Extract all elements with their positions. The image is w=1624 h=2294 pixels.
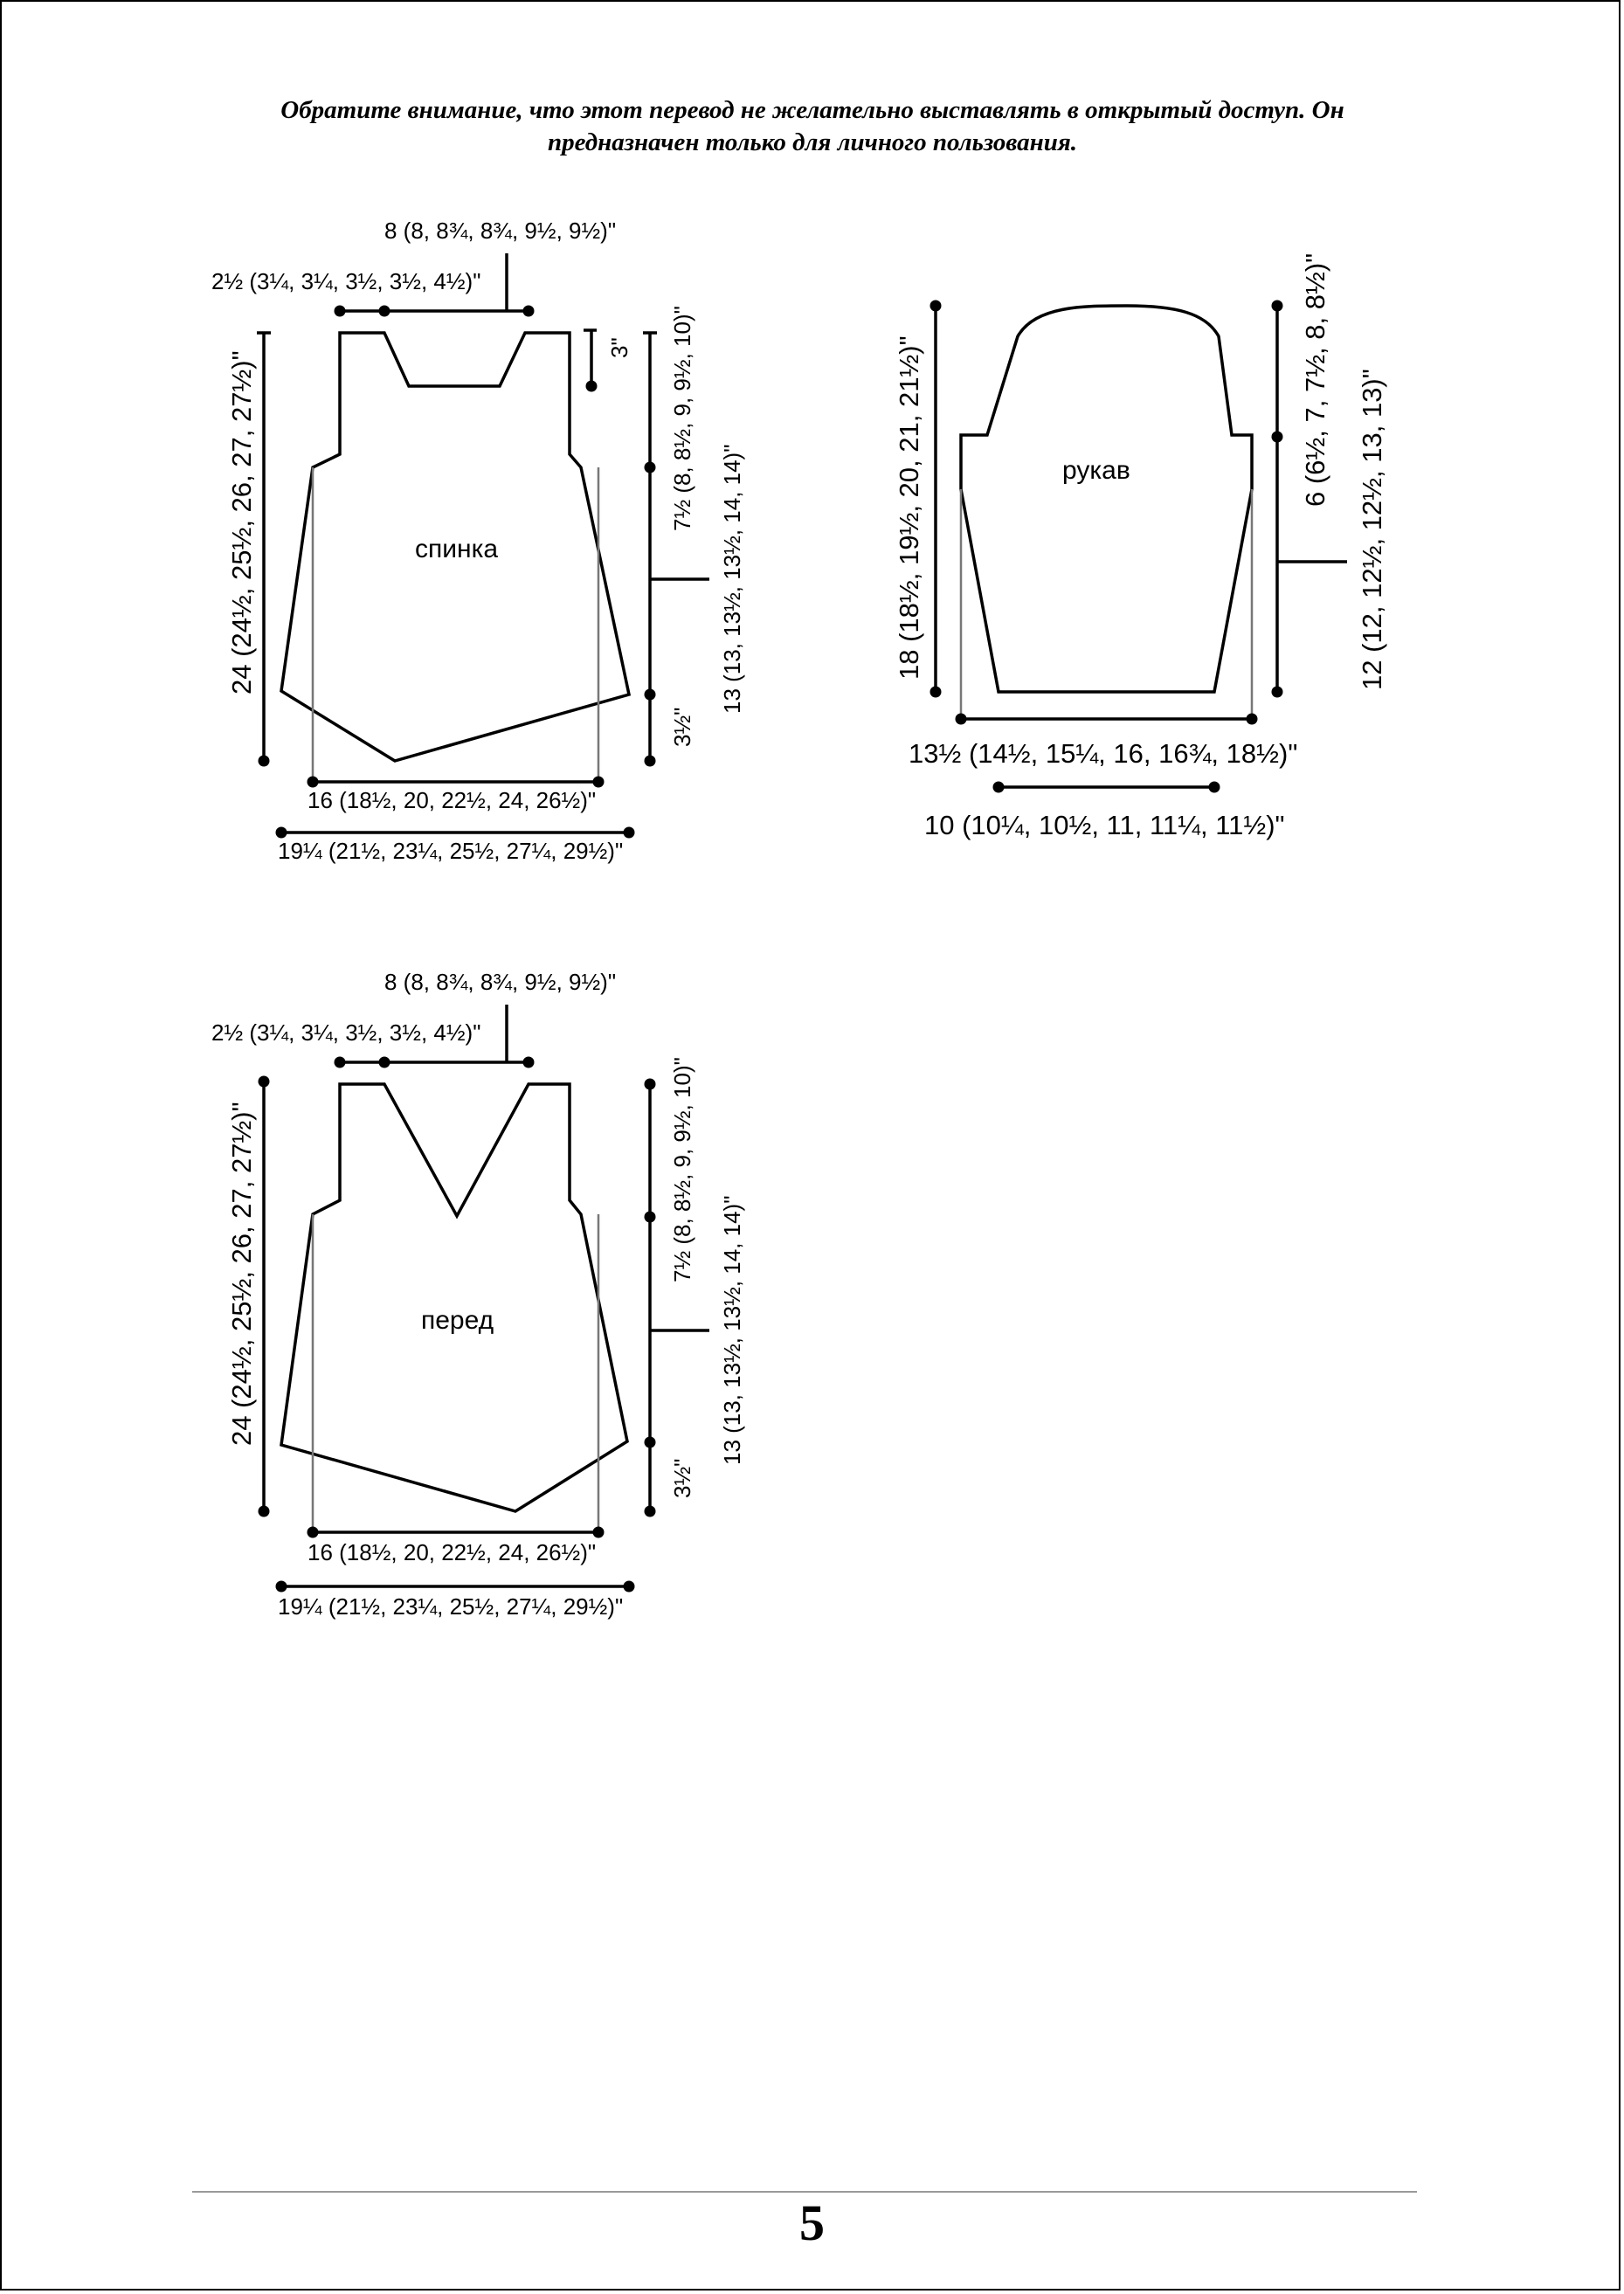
back-dim-dot: [645, 689, 656, 701]
front-dim-dot: [379, 1057, 390, 1068]
sleeve-total-length-label: 18 (18½, 19½, 20, 21, 21½)": [894, 335, 924, 680]
front-neck-width-label: 8 (8, 8¾, 8¾, 9½, 9½)": [384, 969, 617, 995]
front-dim-dot: [645, 1212, 656, 1223]
page-number: 5: [799, 2194, 825, 2251]
sleeve-piece-name: рукав: [1062, 456, 1130, 485]
back-dim-dot: [645, 462, 656, 473]
back-side-length-label: 13 (13, 13½, 13½, 14, 14)": [719, 444, 745, 714]
sleeve-dim-dot: [930, 687, 942, 698]
back-dim-dot: [335, 306, 346, 317]
front-hem-drop-label: 3½": [669, 1458, 695, 1498]
sleeve-dim-dot: [1247, 714, 1258, 725]
front-piece-diagram: [211, 969, 745, 1620]
back-neck-width-label: 8 (8, 8¾, 8¾, 9½, 9½)": [384, 218, 617, 244]
back-width-bottom-label: 19¼ (21½, 23¼, 25½, 27¼, 29½)": [278, 838, 624, 864]
notice-line-2: предназначен только для личного пользования.: [547, 128, 1078, 156]
sleeve-dim-dot: [930, 301, 942, 312]
front-dim-dot: [645, 1437, 656, 1448]
sleeve-dim-dot: [1272, 301, 1283, 312]
back-shoulder-width-label: 2½ (3¼, 3¼, 3½, 3½, 4½)": [211, 268, 481, 294]
front-dim-dot: [335, 1057, 346, 1068]
back-dim-dot: [259, 756, 270, 767]
back-dim-dot: [308, 777, 319, 788]
front-dim-dot: [645, 1506, 656, 1517]
front-piece-name: перед: [421, 1306, 494, 1335]
front-outline: [281, 1084, 627, 1511]
back-dim-dot: [624, 827, 635, 839]
back-armhole-depth-label: 7½ (8, 8½, 9, 9½, 10)": [669, 306, 695, 531]
back-dim-dot: [276, 827, 287, 839]
back-dim-dot: [379, 306, 390, 317]
back-hem-drop-label: 3½": [669, 707, 695, 747]
back-dim-dot: [645, 756, 656, 767]
front-dim-dot: [259, 1076, 270, 1088]
front-dim-dot: [593, 1527, 605, 1538]
sleeve-width-top-label: 13½ (14½, 15¼, 16, 16¾, 18½)": [909, 738, 1298, 769]
back-dim-dot: [523, 306, 535, 317]
sleeve-dim-dot: [1272, 687, 1283, 698]
back-dim-dot: [586, 381, 598, 392]
back-neck-depth-label: 3": [606, 337, 632, 358]
front-dim-dot: [308, 1527, 319, 1538]
sleeve-outline: [961, 306, 1252, 692]
front-dim-dot: [523, 1057, 535, 1068]
sleeve-dim-dot: [1209, 782, 1220, 793]
sleeve-dim-dot: [1272, 432, 1283, 443]
back-width-top-label: 16 (18½, 20, 22½, 24, 26½)": [308, 787, 597, 813]
front-dim-dot: [259, 1506, 270, 1517]
sleeve-width-cuff-label: 10 (10¼, 10½, 11, 11¼, 11½)": [924, 810, 1285, 840]
front-dim-dot: [624, 1581, 635, 1593]
sleeve-dim-dot: [956, 714, 967, 725]
back-total-length-label: 24 (24½, 25½, 26, 27, 27½)": [226, 350, 257, 694]
sleeve-piece-diagram: [894, 253, 1387, 840]
front-armhole-depth-label: 7½ (8, 8½, 9, 9½, 10)": [669, 1057, 695, 1282]
front-total-length-label: 24 (24½, 25½, 26, 27, 27½)": [226, 1102, 257, 1446]
front-width-bottom-label: 19¼ (21½, 23¼, 25½, 27¼, 29½)": [278, 1593, 624, 1620]
front-dim-dot: [645, 1079, 656, 1090]
front-side-length-label: 13 (13, 13½, 13½, 14, 14)": [719, 1195, 745, 1465]
sleeve-dim-dot: [993, 782, 1005, 793]
front-width-top-label: 16 (18½, 20, 22½, 24, 26½)": [308, 1539, 597, 1565]
back-piece-diagram: [211, 218, 745, 864]
front-dim-dot: [276, 1581, 287, 1593]
front-shoulder-width-label: 2½ (3¼, 3¼, 3½, 3½, 4½)": [211, 1019, 481, 1046]
back-dim-dot: [593, 777, 605, 788]
back-piece-name: спинка: [415, 535, 499, 563]
sleeve-underarm-length-label: 12 (12, 12½, 12½, 13, 13)": [1357, 369, 1387, 690]
sleeve-cap-height-label: 6 (6½, 7, 7½, 8, 8½)": [1300, 252, 1330, 507]
notice-line-1: Обратите внимание, что этот перевод не желательно выставлять в открытый доступ. Он: [280, 96, 1344, 124]
